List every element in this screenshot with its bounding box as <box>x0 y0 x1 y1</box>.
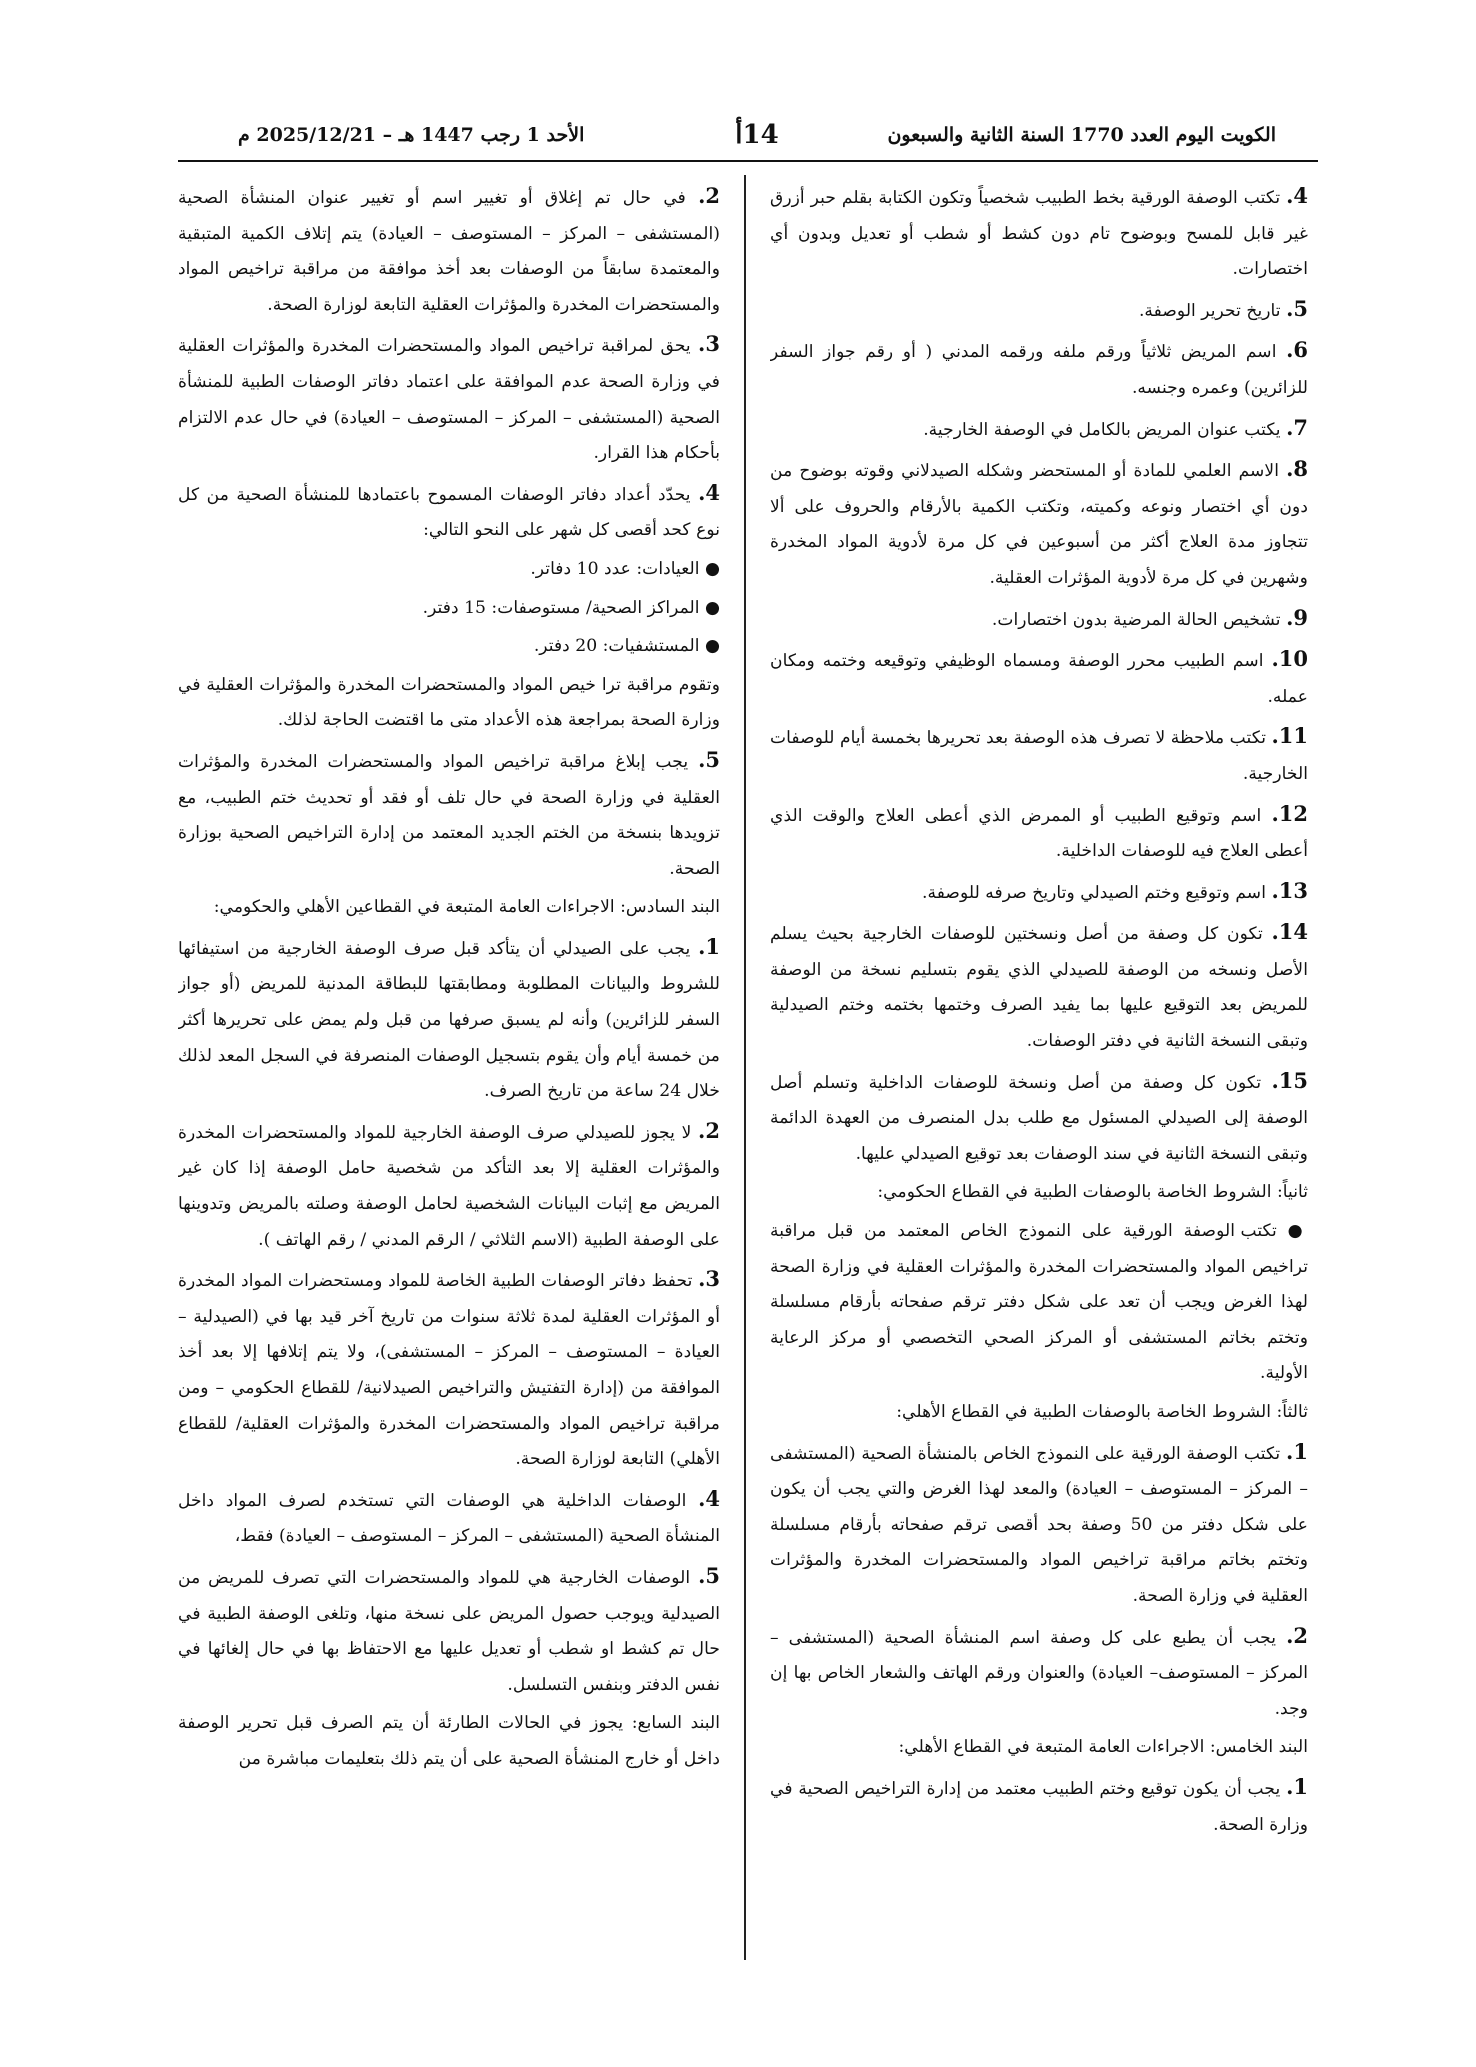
paragraph <box>178 929 720 1110</box>
bullet-marker: ● <box>705 636 720 657</box>
paragraph-text: وتقوم مراقبة ترا خيص المواد والمستحضرات المخدرة والمؤثرات العقلية في وزارة الصحة بمراجعة هذه الأعداد متى ما اقتضت الحاجة لذلك. <box>178 674 720 731</box>
paragraph-text: الاسم العلمي للمادة أو المستحضر وشكله الصيدلاني وقوته بوضوح من دون أي اختصار ونوعه وكميته، وتكتب الكمية بالأرقام والحروف على ألا تتجاوز مدة العلاج أكثر من أسبوعين في كل مرة لأدوية المواد المخدرة وشهرين في كل مرة لأدوية المؤثرات العقلية. <box>770 461 1308 588</box>
paragraph-text: تكتب الوصفة الورقية على النموذج الخاص بالمنشأة الصحية (المستشفى – المركز – المستوصف – العيادة) والمعد لهذا الغرض والتي يجب أن يكون على شكل دفتر من 50 وصفة بحد أقصى ترقم صفحاته بأرقام مسلسلة وتختم بخاتم مراقبة تراخيص المواد والمستحضرات المخدرة والمؤثرات العقلية في وزارة الصحة. <box>770 1443 1308 1606</box>
paragraph <box>178 1706 720 1777</box>
paragraph-text: البند السابع: يجوز في الحالات الطارئة أن يتم الصرف قبل تحرير الوصفة داخل أو خارج المنشأة الصحية على أن يتم ذلك بتعليمات مباشرة من <box>178 1713 720 1769</box>
paragraph <box>178 475 720 549</box>
paragraph <box>770 178 1308 288</box>
paragraph-text: يجب أن يكون توقيع وختم الطبيب معتمد من إدارة التراخيص الصحية في وزارة الصحة. <box>770 1778 1308 1835</box>
paragraph <box>770 1769 1308 1843</box>
paragraph-text: يجب إبلاغ مراقبة تراخيص المواد والمستحضرات المخدرة والمؤثرات العقلية في وزارة الصحة في حال تلف أو فقد أو تحديث ختم الطبيب، مع تزويدها بنسخة من الختم الجديد المعتمد من إدارة التراخيص الصحية بوزارة الصحة. <box>178 751 720 879</box>
paragraph-text: تحفظ دفاتر الوصفات الطبية الخاصة للمواد ومستحضرات المواد المخدرة أو المؤثرات العقلية لمدة ثلاثة سنوات من تاريخ آخر قيد بها في (الصيدلية – العيادة – المستوصف – المركز – المستشفى)، ولا يتم إتلافها إلا بعد أخذ الموافقة من (إدارة التفتيش والتراخيص الصيدلانية/ للقطاع الحكومي – ومن مراقبة تراخيص المواد والمستحضرات المخدرة والمؤثرات العقلية/ للقطاع الأهلي) التابعة لوزارة الصحة. <box>178 1271 720 1470</box>
paragraph <box>178 1481 720 1555</box>
bullet-marker: ● <box>1287 1221 1308 1242</box>
paragraph <box>178 178 720 323</box>
paragraph <box>178 1113 720 1258</box>
paragraph-text: يحق لمراقبة تراخيص المواد والمستحضرات المخدرة والمؤثرات العقلية في وزارة الصحة عدم الموافقة على اعتماد دفاتر الوصفات الطبية للمنشأة الصحية (المستشفى – المركز – المستوصف – العيادة) في حال عدم الالتزام بأحكام هذا القرار. <box>178 336 720 464</box>
paragraph-text: ثانياً: الشروط الخاصة بالوصفات الطبية في القطاع الحكومي: <box>877 1182 1308 1203</box>
paragraph-text: الوصفات الخارجية هي للمواد والمستحضرات التي تصرف للمريض من الصيدلية ويوجب حصول المريض على نسخة منها، وتلغى الوصفة الطبية في حال تم كشط او شطب أو تعديل عليها مع الاحتفاظ بها في حال إلغائها في نفس الدفتر وبنفس التسلسل. <box>178 1567 720 1695</box>
paragraph <box>770 410 1308 449</box>
paragraph-text: لا يجوز للصيدلي صرف الوصفة الخارجية للمواد والمستحضرات المخدرة والمؤثرات العقلية إلا بعد التأكد من شخصية حامل الوصفة إذا كان غير المريض مع إثبات البيانات الشخصية لحامل الوصفة وصلته بالمريض وتدوينها على الوصفة الطبية (الاسم الثلاثي / الرقم المدني / رقم الهاتف ). <box>178 1122 720 1250</box>
paragraph-text: ثالثاً: الشروط الخاصة بالوصفات الطبية في القطاع الأهلي: <box>896 1402 1308 1422</box>
paragraph <box>178 591 720 627</box>
column-divider <box>744 175 746 1960</box>
paragraph <box>770 1395 1308 1431</box>
right-column <box>770 178 1308 1968</box>
item-number: 2. <box>698 183 720 208</box>
paragraph-text: المراكز الصحية/ مستوصفات: 15 دفتر. <box>422 597 700 618</box>
paragraph <box>178 1261 720 1478</box>
item-number: 5. <box>1286 295 1308 321</box>
header-page-number: 14أ <box>735 120 779 150</box>
item-number: 2. <box>698 1117 720 1143</box>
paragraph <box>770 1730 1308 1766</box>
paragraph <box>178 552 720 588</box>
paragraph-text: المستشفيات: 20 دفتر. <box>533 636 700 657</box>
paragraph <box>770 332 1308 406</box>
paragraph-text: يجب على الصيدلي أن يتأكد قبل صرف الوصفة الخارجية من استيفائها للشروط والبيانات المطلوبة ومطابقتها للبطاقة المدنية للمريض (أو جواز السفر للزائرين) وأنه لم يسبق صرفها من قبل ولم يمض على تحريرها أكثر من خمسة أيام وأن يقوم بتسجيل الوصفات المنصرفة في السجل المعد لذلك خلال 24 ساعة من تاريخ الصرف. <box>178 938 720 1102</box>
paragraph <box>770 914 1308 1059</box>
paragraph-text: يجب أن يطبع على كل وصفة اسم المنشأة الصحية (المستشفى – المركز – المستوصف– العيادة) والعنوان ورقم الهاتف والشعار الخاص بها إن وجد. <box>770 1627 1308 1719</box>
header-date: الأحد 1 رجب 1447 هـ – 2025/12/21 م <box>238 124 585 146</box>
item-number: 3. <box>698 1266 720 1292</box>
paragraph <box>770 600 1308 639</box>
paragraph-text: تاريخ تحرير الوصفة. <box>1138 300 1281 321</box>
left-column <box>178 178 720 1968</box>
item-number: 1. <box>1286 1438 1308 1464</box>
paragraph <box>770 796 1308 870</box>
paragraph <box>178 629 720 665</box>
bullet-marker: ● <box>705 597 720 618</box>
header-rule <box>178 160 1318 162</box>
item-number: 9. <box>1286 604 1308 630</box>
paragraph <box>178 668 720 739</box>
item-number: 13. <box>1271 877 1308 903</box>
paragraph-text: تكون كل وصفة من أصل ونسخة للوصفات الداخلية وتسلم أصل الوصفة إلى الصيدلي المسئول مع طلب بدل المنصرف من العهدة الدائمة وتبقى النسخة الثانية في سند الوصفات بعد توقيع الصيدلي عليها. <box>770 1072 1308 1164</box>
item-number: 15. <box>1271 1067 1308 1093</box>
paragraph <box>770 641 1308 715</box>
item-number: 12. <box>1271 800 1308 826</box>
paragraph <box>770 1618 1308 1728</box>
paragraph-text: اسم الطبيب محرر الوصفة ومسماه الوظيفي وتوقيعه وختمه ومكان عمله. <box>770 651 1308 707</box>
item-number: 8. <box>1286 456 1308 482</box>
item-number: 3. <box>698 331 720 357</box>
paragraph-text: يكتب عنوان المريض بالكامل في الوصفة الخارجية. <box>923 419 1281 440</box>
item-number: 5. <box>698 746 720 772</box>
item-number: 4. <box>698 1485 720 1511</box>
paragraph <box>178 1558 720 1703</box>
item-number: 5. <box>698 1562 720 1588</box>
page-header <box>232 116 1276 156</box>
paragraph <box>770 718 1308 792</box>
item-number: 11. <box>1271 723 1308 749</box>
paragraph-text: تكتب الوصفة الورقية على النموذج الخاص المعتمد من قبل مراقبة تراخيص المواد والمستحضرات المخدرة والمؤثرات العقلية في وزارة الصحة لهذا الغرض ويجب أن تعد على شكل دفتر ترقم صفحاته بأرقام مسلسلة وتختم بخاتم المستشفى أو المركز الصحي التخصصي أو مركز الرعاية الأولية. <box>770 1221 1308 1384</box>
paragraph <box>178 890 720 926</box>
paragraph-text: اسم وتوقيع الطبيب أو الممرض الذي أعطى العلاج والوقت الذي أعطى العلاج فيه للوصفات الداخلية. <box>770 805 1308 862</box>
paragraph-text: الوصفات الداخلية هي الوصفات التي تستخدم لصرف المواد داخل المنشأة الصحية (المستشفى – المركز – المستوصف – العيادة) فقط، <box>178 1490 720 1547</box>
paragraph <box>770 291 1308 330</box>
paragraph <box>178 742 720 887</box>
paragraph <box>770 873 1308 912</box>
item-number: 2. <box>1286 1622 1308 1648</box>
paragraph <box>770 1434 1308 1615</box>
item-number: 10. <box>1271 646 1308 672</box>
paragraph-text: البند الخامس: الاجراءات العامة المتبعة في القطاع الأهلي: <box>898 1737 1308 1758</box>
paragraph-text: يحدّد أعداد دفاتر الوصفات المسموح باعتمادها للمنشأة الصحية من كل نوع كحد أقصى كل شهر على النحو التالي: <box>178 484 720 541</box>
header-publication: الكويت اليوم العدد 1770 السنة الثانية والسبعون <box>887 124 1276 146</box>
paragraph-text: تكون كل وصفة من أصل ونسختين للوصفات الخارجية بحيث يسلم الأصل ونسخه من الوصفة للصيدلي الذي يقوم بتسليم نسخة من الوصفة للمريض بعد التوقيع عليها بما يفيد الصرف وختمها بختمه وختم الصيدلية وتبقى النسخة الثانية في دفتر الوصفات. <box>770 924 1308 1052</box>
paragraph <box>770 451 1308 596</box>
paragraph-text: تكتب الوصفة الورقية بخط الطبيب شخصياً وتكون الكتابة بقلم حبر أزرق غير قابل للمسح وبوضوح تام دون كشط أو شطب أو تعديل وبدون أي اختصارات. <box>770 188 1308 280</box>
item-number: 4. <box>1286 183 1308 208</box>
paragraph-text: العيادات: عدد 10 دفاتر. <box>530 558 700 579</box>
paragraph-text: اسم وتوقيع وختم الصيدلي وتاريخ صرفه للوصفة. <box>922 882 1266 903</box>
paragraph-text: تشخيص الحالة المرضية بدون اختصارات. <box>991 609 1281 630</box>
paragraph-text: البند السادس: الاجراءات العامة المتبعة في القطاعين الأهلي والحكومي: <box>213 897 720 918</box>
bullet-marker: ● <box>705 558 720 579</box>
paragraph <box>770 1175 1308 1211</box>
paragraph <box>770 1214 1308 1392</box>
item-number: 14. <box>1271 919 1308 945</box>
item-number: 7. <box>1286 414 1308 440</box>
item-number: 6. <box>1286 337 1308 363</box>
item-number: 1. <box>698 933 720 959</box>
item-number: 4. <box>698 479 720 505</box>
item-number: 1. <box>1286 1773 1308 1799</box>
paragraph-text: اسم المريض ثلاثياً ورقم ملفه ورقمه المدني ( أو رقم جواز السفر للزائرين) وعمره وجنسه. <box>770 342 1308 398</box>
paragraph-text: في حال تم إغلاق أو تغيير اسم أو تغيير عنوان المنشأة الصحية (المستشفى – المركز – المستوصف – العيادة) يتم إتلاف الكمية المتبقية والمعتمدة سابقاً من الوصفات بعد أخذ موافقة من مراقبة تراخيص المواد والمستحضرات المخدرة والمؤثرات العقلية التابعة لوزارة الصحة. <box>178 188 720 315</box>
paragraph <box>178 326 720 471</box>
paragraph <box>770 1063 1308 1173</box>
paragraph-text: تكتب ملاحظة لا تصرف هذه الوصفة بعد تحريرها بخمسة أيام للوصفات الخارجية. <box>770 728 1308 784</box>
